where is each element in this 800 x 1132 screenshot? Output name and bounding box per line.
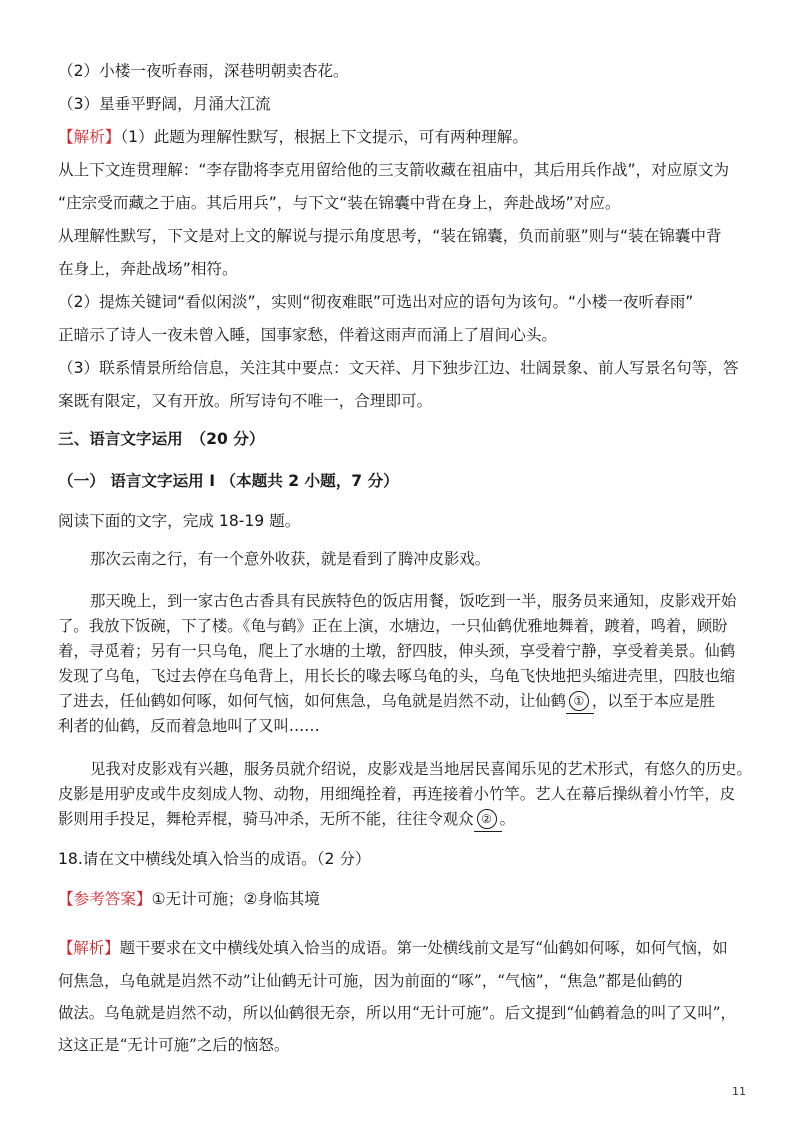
analysis-line: 从理解性默写，下文是对上文的解说与提示角度思考，“装在锦囊，负而前驱”则与“装在锦囊中背 xyxy=(58,227,722,245)
analysis2-line: 何焦急，乌龟就是岿然不动”让仙鹤无计可施，因为前面的“啄”，“气恼”，“焦急”都是仙鹤的 xyxy=(58,972,683,990)
analysis2-line: 做法。乌龟就是岿然不动，所以仙鹤很无奈，所以用“无计可施”。后文提到“仙鹤着急的叫了又叫”， xyxy=(58,1004,736,1022)
analysis-line: 在身上，奔赴战场”相符。 xyxy=(58,260,238,278)
analysis-line: （3）联系情景所给信息，关注其中要点：文天祥、月下独步江边、壮阔景象、前人写景名句等，答 xyxy=(58,359,739,377)
passage-text: ，以至于本应是胜 xyxy=(591,692,716,710)
analysis-text: （1）此题为理解性默写，根据上下文提示，可有两种理解。 xyxy=(120,128,528,146)
reference-answer xyxy=(58,888,320,910)
passage-text: 了进去，任仙鹤如何啄，如何气恼，如何焦急，乌龟就是岿然不动，让仙鹤 xyxy=(58,692,566,710)
reference-tag: 【参考答案】 xyxy=(58,890,152,908)
instruction: 阅读下面的文字，完成 18-19 题。 xyxy=(58,512,301,530)
question-18: 18.请在文中横线处填入恰当的成语。（2 分） xyxy=(58,850,371,868)
passage-text: 。 xyxy=(499,810,515,828)
blank-1: ① xyxy=(569,691,589,711)
analysis-line: “庄宗受而藏之于庙。其后用兵”，与下文“装在锦囊中背在身上，奔赴战场”对应。 xyxy=(58,194,621,212)
analysis2-text: 题干要求在文中横线处填入恰当的成语。第一处横线前文是写“仙鹤如何啄，如何气恼，如 xyxy=(119,939,728,957)
subsection-title: （一） 语言文字运用 I （本题共 2 小题，7 分） xyxy=(58,472,399,490)
blank-2: ② xyxy=(477,809,497,829)
passage-line: 发现了乌龟，飞过去停在乌龟背上，用长长的喙去啄乌龟的头，乌龟飞快地把头缩进壳里，四肢也缩 xyxy=(58,667,736,685)
section-title: 三、语言文字运用 （20 分） xyxy=(58,430,265,448)
analysis-line: （2）提炼关键词“看似闲淡”，实则“彻夜难眠”可选出对应的语句为该句。“小楼一夜听春雨” xyxy=(58,293,694,311)
passage-line: 了。我放下饭碗，下了楼。《龟与鹤》正在上演，水塘边，一只仙鹤优雅地舞着，踱着，鸣着，顾盼 xyxy=(58,617,728,635)
answer-line-2: （2）小楼一夜听春雨，深巷明朝卖杏花。 xyxy=(58,62,349,80)
reference-text: ①无计可施；②身临其境 xyxy=(151,890,320,908)
analysis2-first-line xyxy=(58,937,728,959)
passage-line: 见我对皮影戏有兴趣，服务员就介绍说，皮影戏是当地居民喜闻乐见的艺术形式，有悠久的历史。 xyxy=(90,760,752,778)
analysis-tag: 【解析】 xyxy=(58,128,121,146)
analysis-first-line xyxy=(58,126,528,148)
analysis2-line: 这这正是“无计可施”之后的恼怒。 xyxy=(58,1036,290,1054)
passage-line: 着，寻觅着；另有一只乌龟，爬上了水塘的土墩，舒四肢，伸头颈，享受着宁静，享受着美景。仙鹤 xyxy=(58,642,736,660)
analysis-line: 从上下文连贯理解：“李存勖将李克用留给他的三支箭收藏在祖庙中，其后用兵作战”，对应原文为 xyxy=(58,161,730,179)
answer-line-3: （3）星垂平野阔，月涌大江流 xyxy=(58,95,271,113)
analysis-line: 正暗示了诗人一夜未曾入睡，国事家愁，伴着这雨声而涌上了眉间心头。 xyxy=(58,326,558,344)
passage-line: 皮影是用驴皮或牛皮刻成人物、动物，用细绳拴着，再连接着小竹竿。艺人在幕后操纵着小竹竿，皮 xyxy=(58,785,736,803)
passage-line-blank2 xyxy=(58,808,515,830)
passage-line-blank1 xyxy=(58,690,715,712)
passage-paragraph-1: 那次云南之行，有一个意外收获，就是看到了腾冲皮影戏。 xyxy=(90,550,491,568)
page-number: 11 xyxy=(732,1085,746,1098)
passage-line: 那天晚上，到一家古色古香具有民族特色的饭店用餐，饭吃到一半，服务员来通知，皮影戏开始 xyxy=(90,592,737,610)
analysis-line: 案既有限定，又有开放。所写诗句不唯一，合理即可。 xyxy=(58,392,433,410)
passage-line: 利者的仙鹤，反而着急地叫了又叫…… xyxy=(58,717,320,735)
passage-text: 影则用手投足，舞枪弄棍，骑马冲杀，无所不能，往往令观众 xyxy=(58,810,474,828)
analysis2-tag: 【解析】 xyxy=(58,939,120,957)
